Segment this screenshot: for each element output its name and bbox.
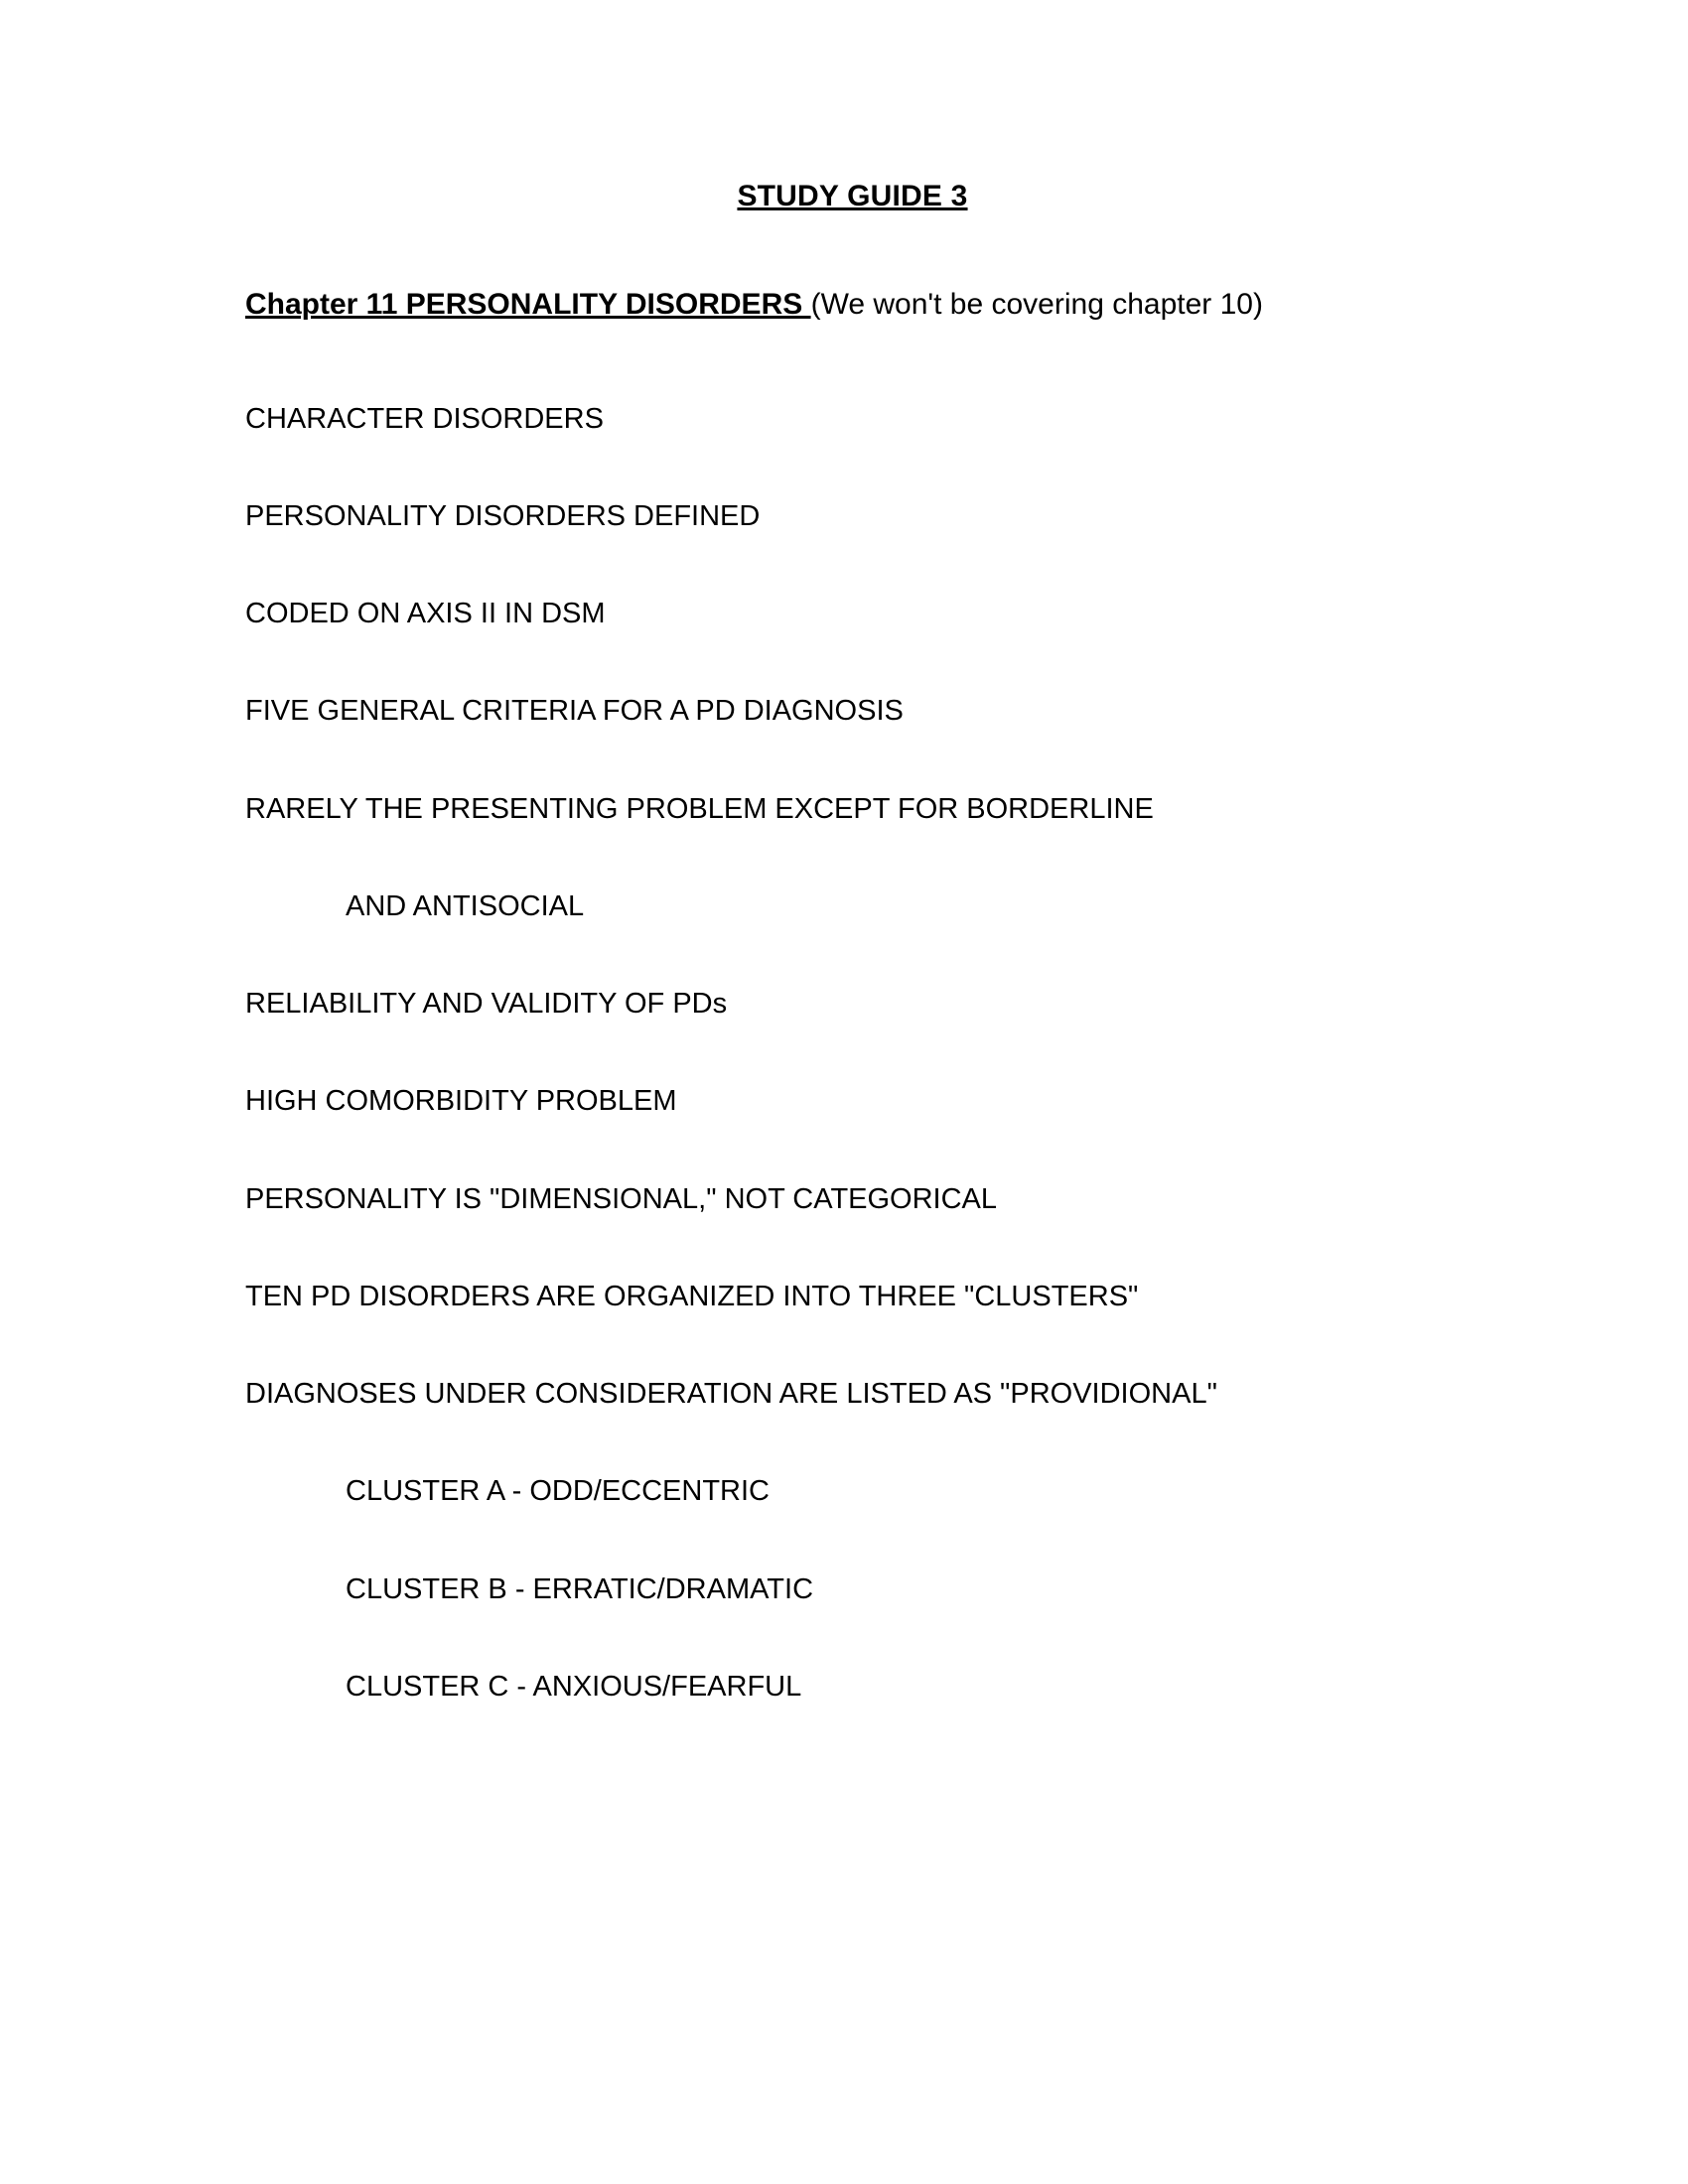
outline-line: RELIABILITY AND VALIDITY OF PDs <box>245 988 728 1020</box>
outline-line: PERSONALITY IS "DIMENSIONAL," NOT CATEGORICAL <box>245 1182 998 1215</box>
outline-line: CLUSTER A - ODD/ECCENTRIC <box>346 1475 770 1508</box>
outline-line: DIAGNOSES UNDER CONSIDERATION ARE LISTED AS "PROVIDIONAL" <box>245 1378 1217 1410</box>
outline-line: AND ANTISOCIAL <box>346 889 585 922</box>
chapter-heading-bold: Chapter 11 PERSONALITY DISORDERS <box>245 288 811 321</box>
chapter-heading <box>245 286 1489 324</box>
outline-line: CODED ON AXIS II IN DSM <box>245 598 606 629</box>
outline-line: PERSONALITY DISORDERS DEFINED <box>245 499 761 532</box>
outline-line: RARELY THE PRESENTING PROBLEM EXCEPT FOR BORDERLINE <box>245 792 1154 825</box>
outline-line: HIGH COMORBIDITY PROBLEM <box>245 1085 677 1118</box>
page-title: STUDY GUIDE 3 <box>737 180 968 212</box>
outline-line: CLUSTER B - ERRATIC/DRAMATIC <box>346 1572 814 1605</box>
chapter-heading-note: (We won't be covering chapter 10) <box>810 288 1263 321</box>
outline-line: CHARACTER DISORDERS <box>245 402 604 435</box>
outline-line: CLUSTER C - ANXIOUS/FEARFUL <box>346 1670 802 1703</box>
outline-line: TEN PD DISORDERS ARE ORGANIZED INTO THREE "CLUSTERS" <box>245 1280 1139 1312</box>
outline-line: FIVE GENERAL CRITERIA FOR A PD DIAGNOSIS <box>245 695 904 728</box>
